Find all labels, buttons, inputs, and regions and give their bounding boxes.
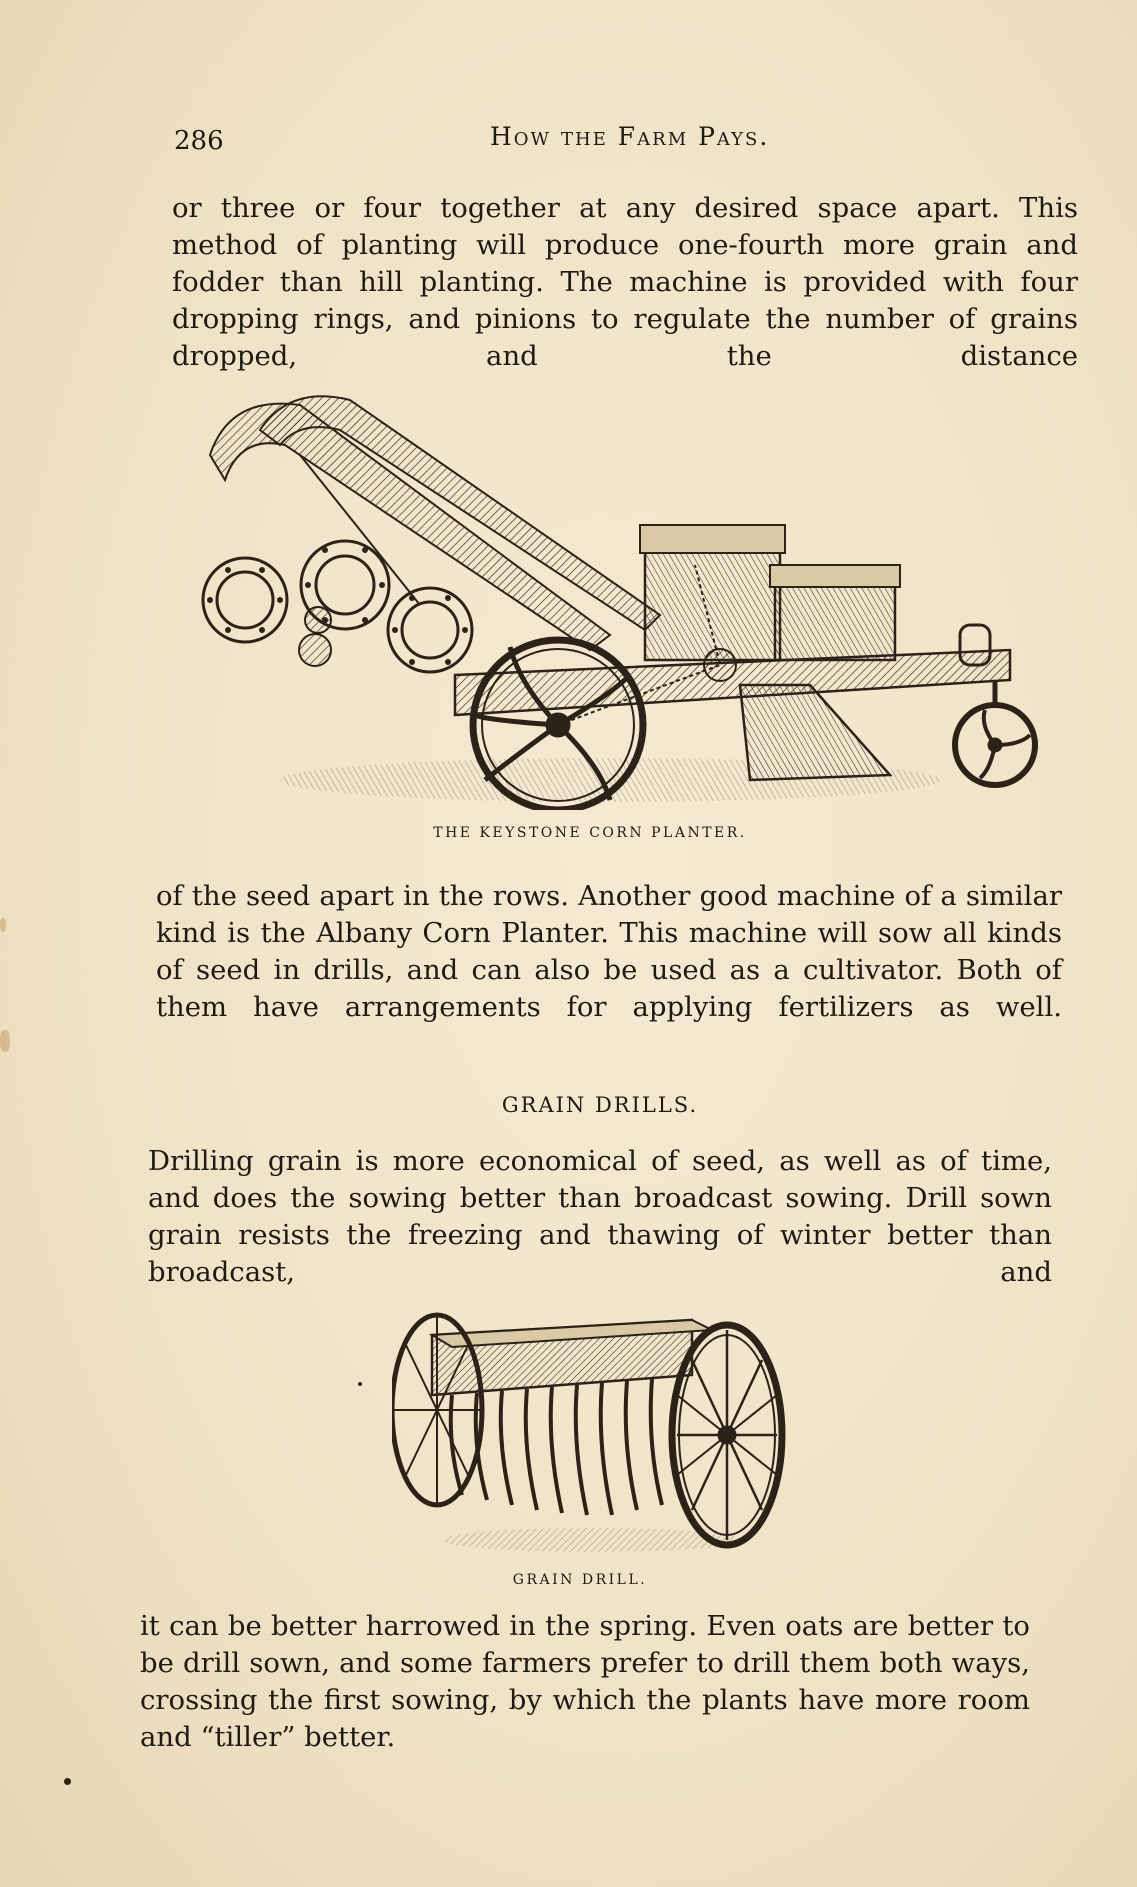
figure-2-caption: GRAIN DRILL. bbox=[512, 1572, 648, 1588]
paragraph-3: Drilling grain is more economical of seed, as well as of time, and does the sowing better than broadcast sowing. Drill sown grain resists the freezing and thawing of winter better than broadcast, and bbox=[148, 1145, 1052, 1288]
paragraph-4: it can be better harrowed in the spring. Even oats are better to be drill sown, and some farmers prefer to drill them both ways, crossing the first sowing, by which the plants have more room and “tiller” better. bbox=[140, 1610, 1030, 1753]
running-head: How the Farm Pays. bbox=[490, 122, 770, 151]
page-number: 286 bbox=[174, 126, 224, 156]
page-header bbox=[170, 122, 1080, 162]
section-title: GRAIN DRILLS. bbox=[501, 1093, 699, 1117]
paragraph-1: or three or four together at any desired space apart. This method of planting will produce one-fourth more grain and fodder than hill planting. The machine is provided with four dropping rings, and pinions to regulate the number of grains dropped, and the distance bbox=[172, 192, 1078, 372]
page-edge-stain-small bbox=[0, 918, 6, 932]
grain-drill-illustration bbox=[392, 1305, 792, 1555]
paragraph-2: of the seed apart in the rows. Another good machine of a similar kind is the Albany Corn Planter. This machine will sow all kinds of seed in drills, and can also be used as a cultivator. Both of them have arrangements for applying fertilizers as well. bbox=[156, 880, 1062, 1023]
ink-spot bbox=[64, 1778, 71, 1785]
page-edge-stain bbox=[0, 1030, 10, 1052]
figure-1-caption: THE KEYSTONE CORN PLANTER. bbox=[433, 825, 747, 841]
keystone-corn-planter-illustration bbox=[190, 385, 1040, 810]
ink-speck bbox=[358, 1382, 362, 1386]
